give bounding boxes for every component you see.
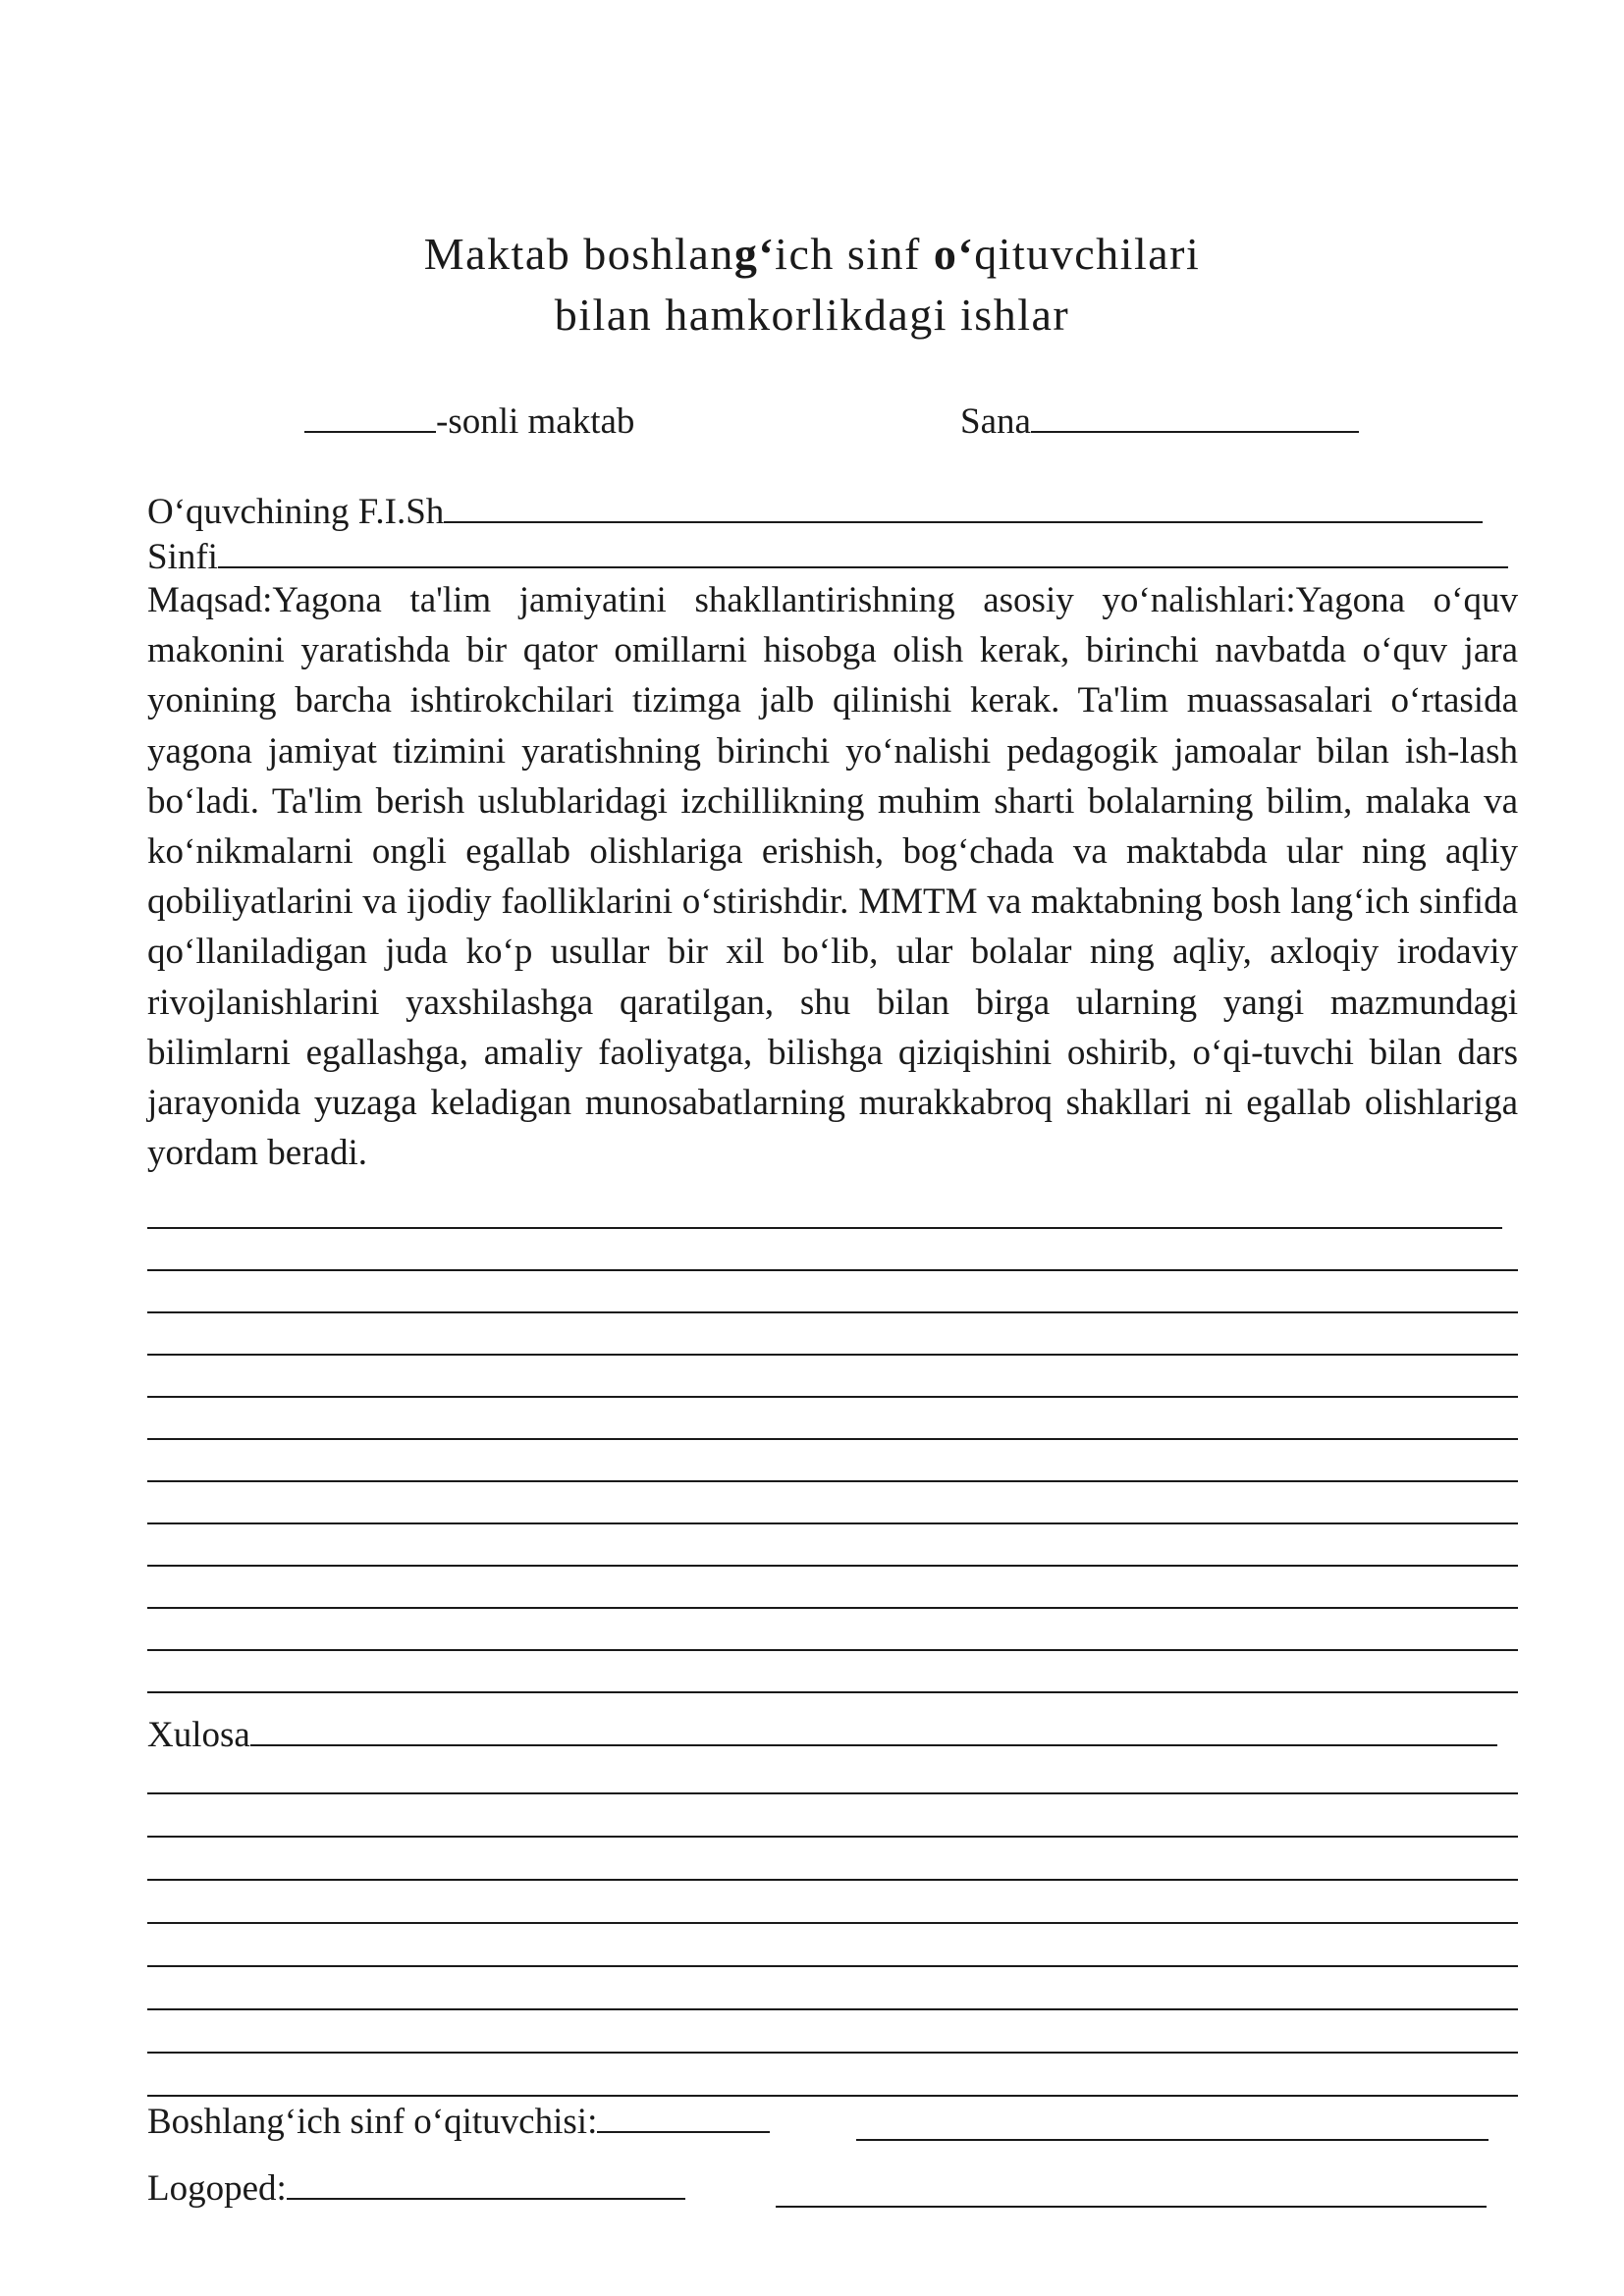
conclusion-field xyxy=(147,1714,1497,1757)
writing-line[interactable] xyxy=(147,1522,1518,1524)
date-field xyxy=(960,400,1359,444)
writing-line[interactable] xyxy=(147,2095,1518,2097)
writing-line[interactable] xyxy=(147,1607,1518,1609)
writing-line[interactable] xyxy=(147,1269,1518,1271)
writing-line[interactable] xyxy=(147,1879,1518,1881)
teacher-name-blank[interactable] xyxy=(597,2102,770,2133)
purpose-paragraph: Maqsad:Yagona ta'lim jamiyatini shakllantirishning asosiy yo‘nalishlari:Yagona o‘quv makonini yaratishda bir qator omillarni hisobga olish kerak, birinchi navbatda o‘quv jara yonining barcha ishtirokchilari tizimga jalb qilinishi kerak. Ta'lim muassasalari o‘rtasida yagona jamiyat tizimini yaratishning birinchi yo‘nalishi pedagogik jamoalar bilan ish-lash bo‘ladi. Ta'lim berish uslublaridagi izchillikning muhim sharti bolalarning bilim, malaka va ko‘nikmalarni ongli egallab olishlariga erishish, bog‘chada va maktabda ular ning aqliy qobiliyatlarini va ijodiy faolliklarini o‘stirishdir. MMTM va maktabning bosh lang‘ich sinfida qo‘llaniladigan juda ko‘p usullar bir xil bo‘lib, ular bolalar ning aqliy, axloqiy irodaviy rivojlanishlarini yaxshilashga qaratilgan, shu bilan birga ularning yangi mazmundagi bilimlarni egallashga, amaliy faoliyatga, bilishga qiziqishini oshirib, o‘qi-tuvchi bilan dars jarayonida yuzaga keladigan munosabatlarning murakkabroq shakllari ni egallab olishlariga yordam beradi. xyxy=(147,580,1518,1174)
writing-line[interactable] xyxy=(147,1480,1518,1482)
writing-line[interactable] xyxy=(147,2052,1518,2054)
writing-line[interactable] xyxy=(147,1438,1518,1440)
teacher-label: Boshlang‘ich sinf o‘qituvchisi: xyxy=(147,2102,598,2142)
student-name-field xyxy=(147,491,1483,534)
writing-line[interactable] xyxy=(147,2008,1518,2010)
writing-line[interactable] xyxy=(147,1922,1518,1924)
writing-line[interactable] xyxy=(147,1565,1518,1567)
date-blank[interactable] xyxy=(1031,401,1359,433)
logoped-label: Logoped: xyxy=(147,2168,287,2209)
page-title xyxy=(0,224,1624,346)
conclusion-blank[interactable] xyxy=(250,1715,1497,1746)
writing-line[interactable] xyxy=(147,1691,1518,1693)
writing-line[interactable] xyxy=(147,1311,1518,1313)
logoped-name-blank[interactable] xyxy=(287,2168,685,2200)
logoped-signature-field xyxy=(147,2167,685,2211)
title-line-2: bilan hamkorlikdagi ishlar xyxy=(554,290,1070,340)
logoped-signature-line[interactable] xyxy=(776,2206,1487,2208)
title-line-1: Maktab boshlang‘ich sinf o‘qituvchilari xyxy=(423,229,1201,279)
date-label: Sana xyxy=(960,401,1031,442)
writing-line[interactable] xyxy=(147,1649,1518,1651)
writing-line[interactable] xyxy=(147,1354,1518,1356)
writing-line[interactable] xyxy=(147,1227,1502,1229)
student-name-blank[interactable] xyxy=(444,492,1483,523)
school-number-blank[interactable] xyxy=(304,401,436,433)
teacher-signature-line[interactable] xyxy=(856,2139,1489,2141)
school-suffix-label: -sonli maktab xyxy=(436,401,635,442)
writing-line[interactable] xyxy=(147,1396,1518,1398)
writing-line[interactable] xyxy=(147,1792,1518,1794)
class-label: Sinfi xyxy=(147,537,218,577)
writing-line[interactable] xyxy=(147,1836,1518,1838)
class-blank[interactable] xyxy=(218,537,1508,568)
writing-line[interactable] xyxy=(147,1965,1518,1967)
school-field xyxy=(304,400,634,444)
conclusion-label: Xulosa xyxy=(147,1715,250,1755)
teacher-signature-field xyxy=(147,2101,770,2144)
class-field xyxy=(147,536,1508,579)
student-name-label: O‘quvchining F.I.Sh xyxy=(147,492,445,532)
